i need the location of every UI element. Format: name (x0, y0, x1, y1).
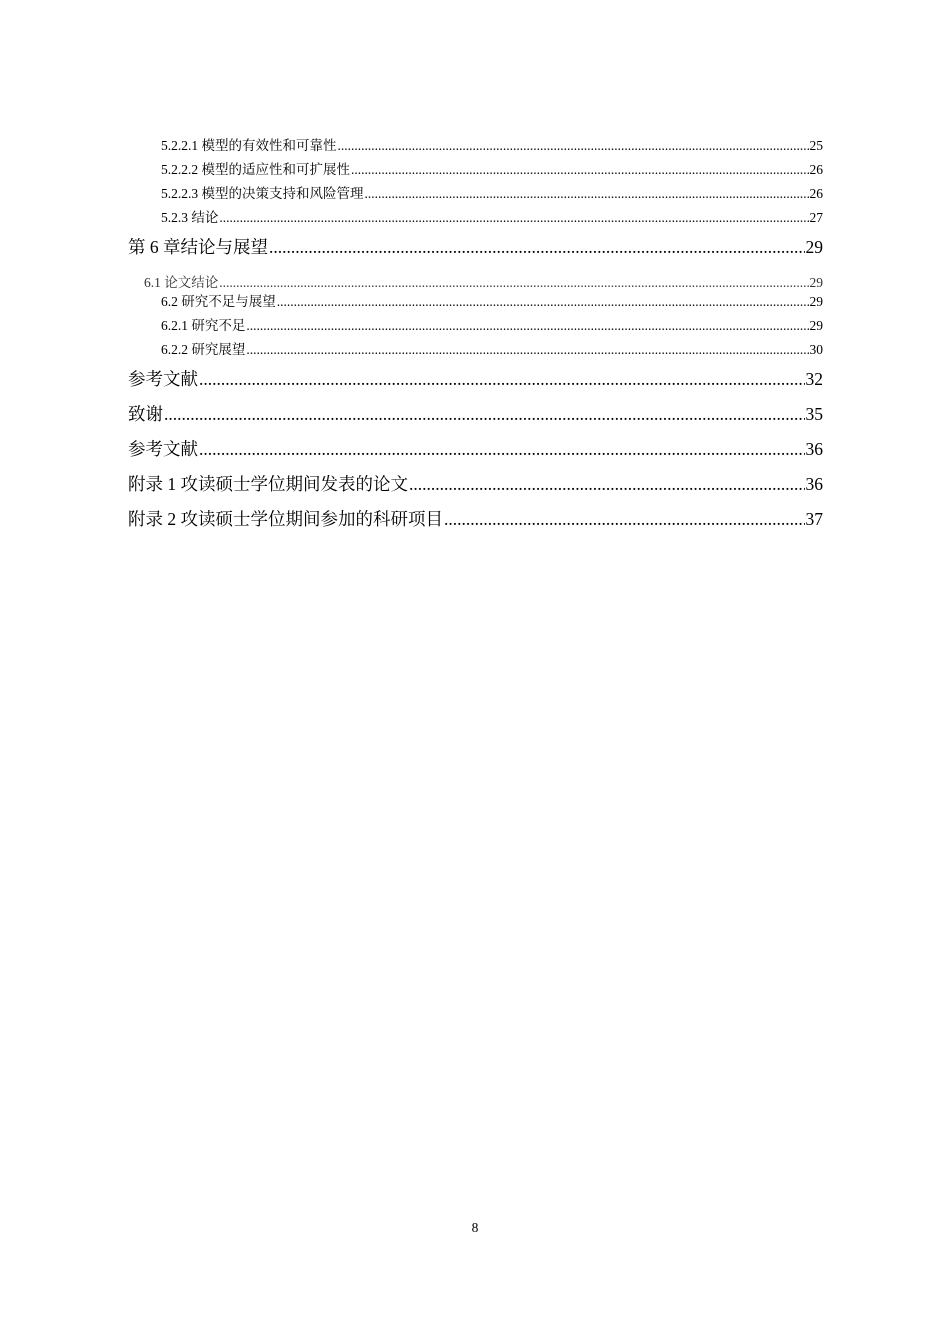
toc-entry-5-2-2-2[interactable] (128, 158, 823, 182)
table-of-contents (128, 134, 823, 537)
dot-leader (269, 230, 805, 265)
toc-entry-page: 36 (805, 439, 823, 459)
dot-leader (219, 273, 808, 292)
dot-leader (444, 502, 805, 537)
dot-leader (219, 206, 808, 230)
toc-entry-page: 26 (809, 162, 823, 177)
toc-entry-title: 附录 2 攻读硕士学位期间参加的科研项目 (128, 509, 443, 529)
toc-entry-title: 5.2.3 结论 (161, 210, 219, 225)
toc-entry-references[interactable] (128, 362, 823, 397)
toc-entry-page: 37 (805, 509, 823, 529)
toc-entry-page: 30 (809, 342, 823, 357)
toc-entry-title: 参考文献 (128, 439, 198, 459)
toc-entry-page: 29 (809, 318, 823, 333)
toc-entry-6-2-2[interactable] (128, 338, 823, 362)
page-number: 8 (471, 1220, 479, 1235)
toc-entry-appendix-2[interactable] (128, 502, 823, 537)
toc-entry-page: 26 (809, 186, 823, 201)
dot-leader (199, 432, 805, 467)
toc-entry-6-2-1[interactable] (128, 314, 823, 338)
toc-entry-page: 25 (809, 138, 823, 153)
toc-entry-title: 参考文献 (128, 369, 198, 389)
dot-leader (164, 397, 805, 432)
toc-entry-page: 35 (805, 404, 823, 424)
dot-leader (351, 158, 809, 182)
toc-entry-title: 6.2.2 研究展望 (161, 342, 246, 357)
toc-entry-5-2-2-1[interactable] (128, 134, 823, 158)
toc-entry-title: 6.2.1 研究不足 (161, 318, 246, 333)
toc-entry-title: 6.2 研究不足与展望 (161, 294, 276, 309)
toc-entry-title: 第 6 章结论与展望 (128, 237, 268, 257)
toc-entry-page: 29 (809, 294, 823, 309)
dot-leader (199, 362, 805, 397)
toc-entry-5-2-2-3[interactable] (128, 182, 823, 206)
toc-entry-page: 32 (805, 369, 823, 389)
dot-leader (277, 292, 809, 311)
toc-entry-title: 5.2.2.1 模型的有效性和可靠性 (161, 138, 337, 153)
toc-entry-page: 36 (805, 474, 823, 494)
toc-entry-title: 附录 1 攻读硕士学位期间发表的论文 (128, 474, 408, 494)
toc-entry-6-1[interactable] (128, 273, 823, 292)
toc-entry-chapter-6[interactable] (128, 230, 823, 265)
toc-entry-title: 致谢 (128, 404, 163, 424)
toc-entry-page: 29 (805, 237, 823, 257)
toc-entry-references-2[interactable] (128, 432, 823, 467)
dot-leader (338, 134, 809, 158)
dot-leader (246, 314, 808, 338)
dot-leader (365, 182, 809, 206)
toc-entry-acknowledgements[interactable] (128, 397, 823, 432)
toc-entry-page: 27 (809, 210, 823, 225)
toc-entry-5-2-3[interactable] (128, 206, 823, 230)
toc-entry-6-2[interactable] (128, 292, 823, 311)
toc-entry-page: 29 (809, 275, 823, 290)
dot-leader (409, 467, 805, 502)
toc-entry-appendix-1[interactable] (128, 467, 823, 502)
toc-entry-title: 6.1 论文结论 (144, 275, 219, 290)
toc-entry-title: 5.2.2.2 模型的适应性和可扩展性 (161, 162, 350, 177)
toc-entry-title: 5.2.2.3 模型的决策支持和风险管理 (161, 186, 364, 201)
dot-leader (246, 338, 808, 362)
